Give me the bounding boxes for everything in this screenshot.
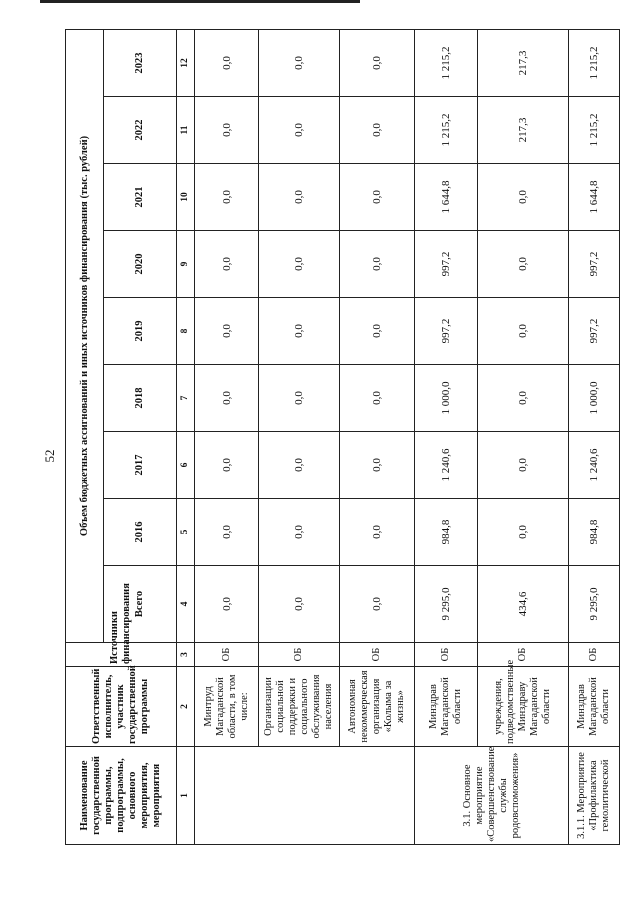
index-cell: 4 [177,566,194,643]
row-source: ОБ [340,643,415,667]
header-year: 2016 [104,499,177,566]
row-value: 1 240,6 [569,432,620,499]
row-value: 0,0 [194,97,259,164]
row-source: ОБ [415,643,478,667]
row-value: 217,3 [478,97,569,164]
header-executor: Ответственный исполнитель, участник государственной программы [66,667,177,747]
row-value: 1 000,0 [569,365,620,432]
row-value: 0,0 [194,499,259,566]
index-cell: 11 [177,97,194,164]
header-row-1 [66,29,104,844]
row-value: 1 240,6 [415,432,478,499]
row-value: 0,0 [478,231,569,298]
row-value: 0,0 [194,164,259,231]
row-value: 9 295,0 [415,566,478,643]
row-value: 0,0 [478,432,569,499]
row-value: 0,0 [340,499,415,566]
row-name: 3.1.1. Мероприятие «Профилактика гемолитической [569,747,620,845]
row-value: 0,0 [259,231,340,298]
header-name: Наименование государственной программы, подпрограммы, основного мероприятия, мероприятия [66,747,177,845]
row-value: 434,6 [478,566,569,643]
header-year: 2018 [104,365,177,432]
row-value: 0,0 [259,432,340,499]
table-row [569,29,620,844]
row-value: 217,3 [478,29,569,96]
row-name: 3.1. Основное мероприятие «Совершенствование службы родовспоможения» [415,747,569,845]
index-cell: 8 [177,298,194,365]
row-value: 0,0 [194,298,259,365]
financing-table [65,29,620,845]
row-value: 0,0 [259,499,340,566]
row-source: ОБ [478,643,569,667]
row-value: 997,2 [415,298,478,365]
row-value: 0,0 [259,566,340,643]
table-row [194,29,259,844]
row-value: 0,0 [259,29,340,96]
row-value: 1 215,2 [415,29,478,96]
row-value: 0,0 [194,432,259,499]
row-value: 0,0 [340,566,415,643]
header-total: Всего [104,566,177,643]
header-year: 2023 [104,29,177,96]
row-executor: Минздрав Магаданской области [569,667,620,747]
row-value: 0,0 [340,432,415,499]
row-value: 0,0 [478,499,569,566]
row-value: 0,0 [259,164,340,231]
index-cell: 6 [177,432,194,499]
header-year: 2019 [104,298,177,365]
row-name [194,747,415,845]
row-value: 0,0 [259,298,340,365]
row-value: 0,0 [478,365,569,432]
row-executor: Минздрав Магаданской области [415,667,478,747]
row-value: 0,0 [194,566,259,643]
index-cell: 12 [177,29,194,96]
row-value: 1 000,0 [415,365,478,432]
row-value: 0,0 [478,164,569,231]
row-value: 0,0 [340,164,415,231]
header-year: 2020 [104,231,177,298]
row-value: 1 215,2 [569,97,620,164]
index-cell: 2 [177,667,194,747]
row-value: 1 215,2 [415,97,478,164]
header-year: 2017 [104,432,177,499]
index-row [177,29,194,844]
table-row [415,29,478,844]
table-row [478,29,569,844]
row-value: 997,2 [415,231,478,298]
row-executor: учреждения, подведомственные Минздраву Магаданской области [478,667,569,747]
index-cell: 9 [177,231,194,298]
row-value: 0,0 [340,298,415,365]
row-value: 997,2 [569,298,620,365]
row-value: 0,0 [340,365,415,432]
table-row [259,29,340,844]
row-value: 0,0 [259,365,340,432]
index-cell: 10 [177,164,194,231]
header-year: 2022 [104,97,177,164]
header-source: Источники финансирования [66,643,177,667]
row-value: 9 295,0 [569,566,620,643]
row-value: 997,2 [569,231,620,298]
row-value: 0,0 [194,231,259,298]
row-value: 0,0 [194,29,259,96]
index-cell: 5 [177,499,194,566]
row-value: 1 215,2 [569,29,620,96]
rotated-table-container [65,30,620,845]
row-value: 0,0 [340,231,415,298]
index-cell: 1 [177,747,194,845]
row-value: 984,8 [569,499,620,566]
page-number: 52 [42,449,57,463]
row-executor: Организации социальной поддержки и социального обслуживания населения [259,667,340,747]
row-value: 0,0 [340,29,415,96]
row-value: 1 644,8 [569,164,620,231]
row-value: 0,0 [478,298,569,365]
index-cell: 7 [177,365,194,432]
row-executor: Автономная некоммерческая организация «Колыма за жизнь» [340,667,415,747]
header-group: Объем бюджетных ассигнований и иных источников финансирования (тыс. рублей) [66,29,104,642]
top-rule [40,0,360,3]
table-row [340,29,415,844]
index-cell: 3 [177,643,194,667]
row-value: 0,0 [259,97,340,164]
row-source: ОБ [259,643,340,667]
row-value: 1 644,8 [415,164,478,231]
row-value: 984,8 [415,499,478,566]
header-year: 2021 [104,164,177,231]
row-source: ОБ [194,643,259,667]
row-source: ОБ [569,643,620,667]
row-value: 0,0 [340,97,415,164]
row-executor: Минтруд Магаданской области, в том числе: [194,667,259,747]
row-value: 0,0 [194,365,259,432]
